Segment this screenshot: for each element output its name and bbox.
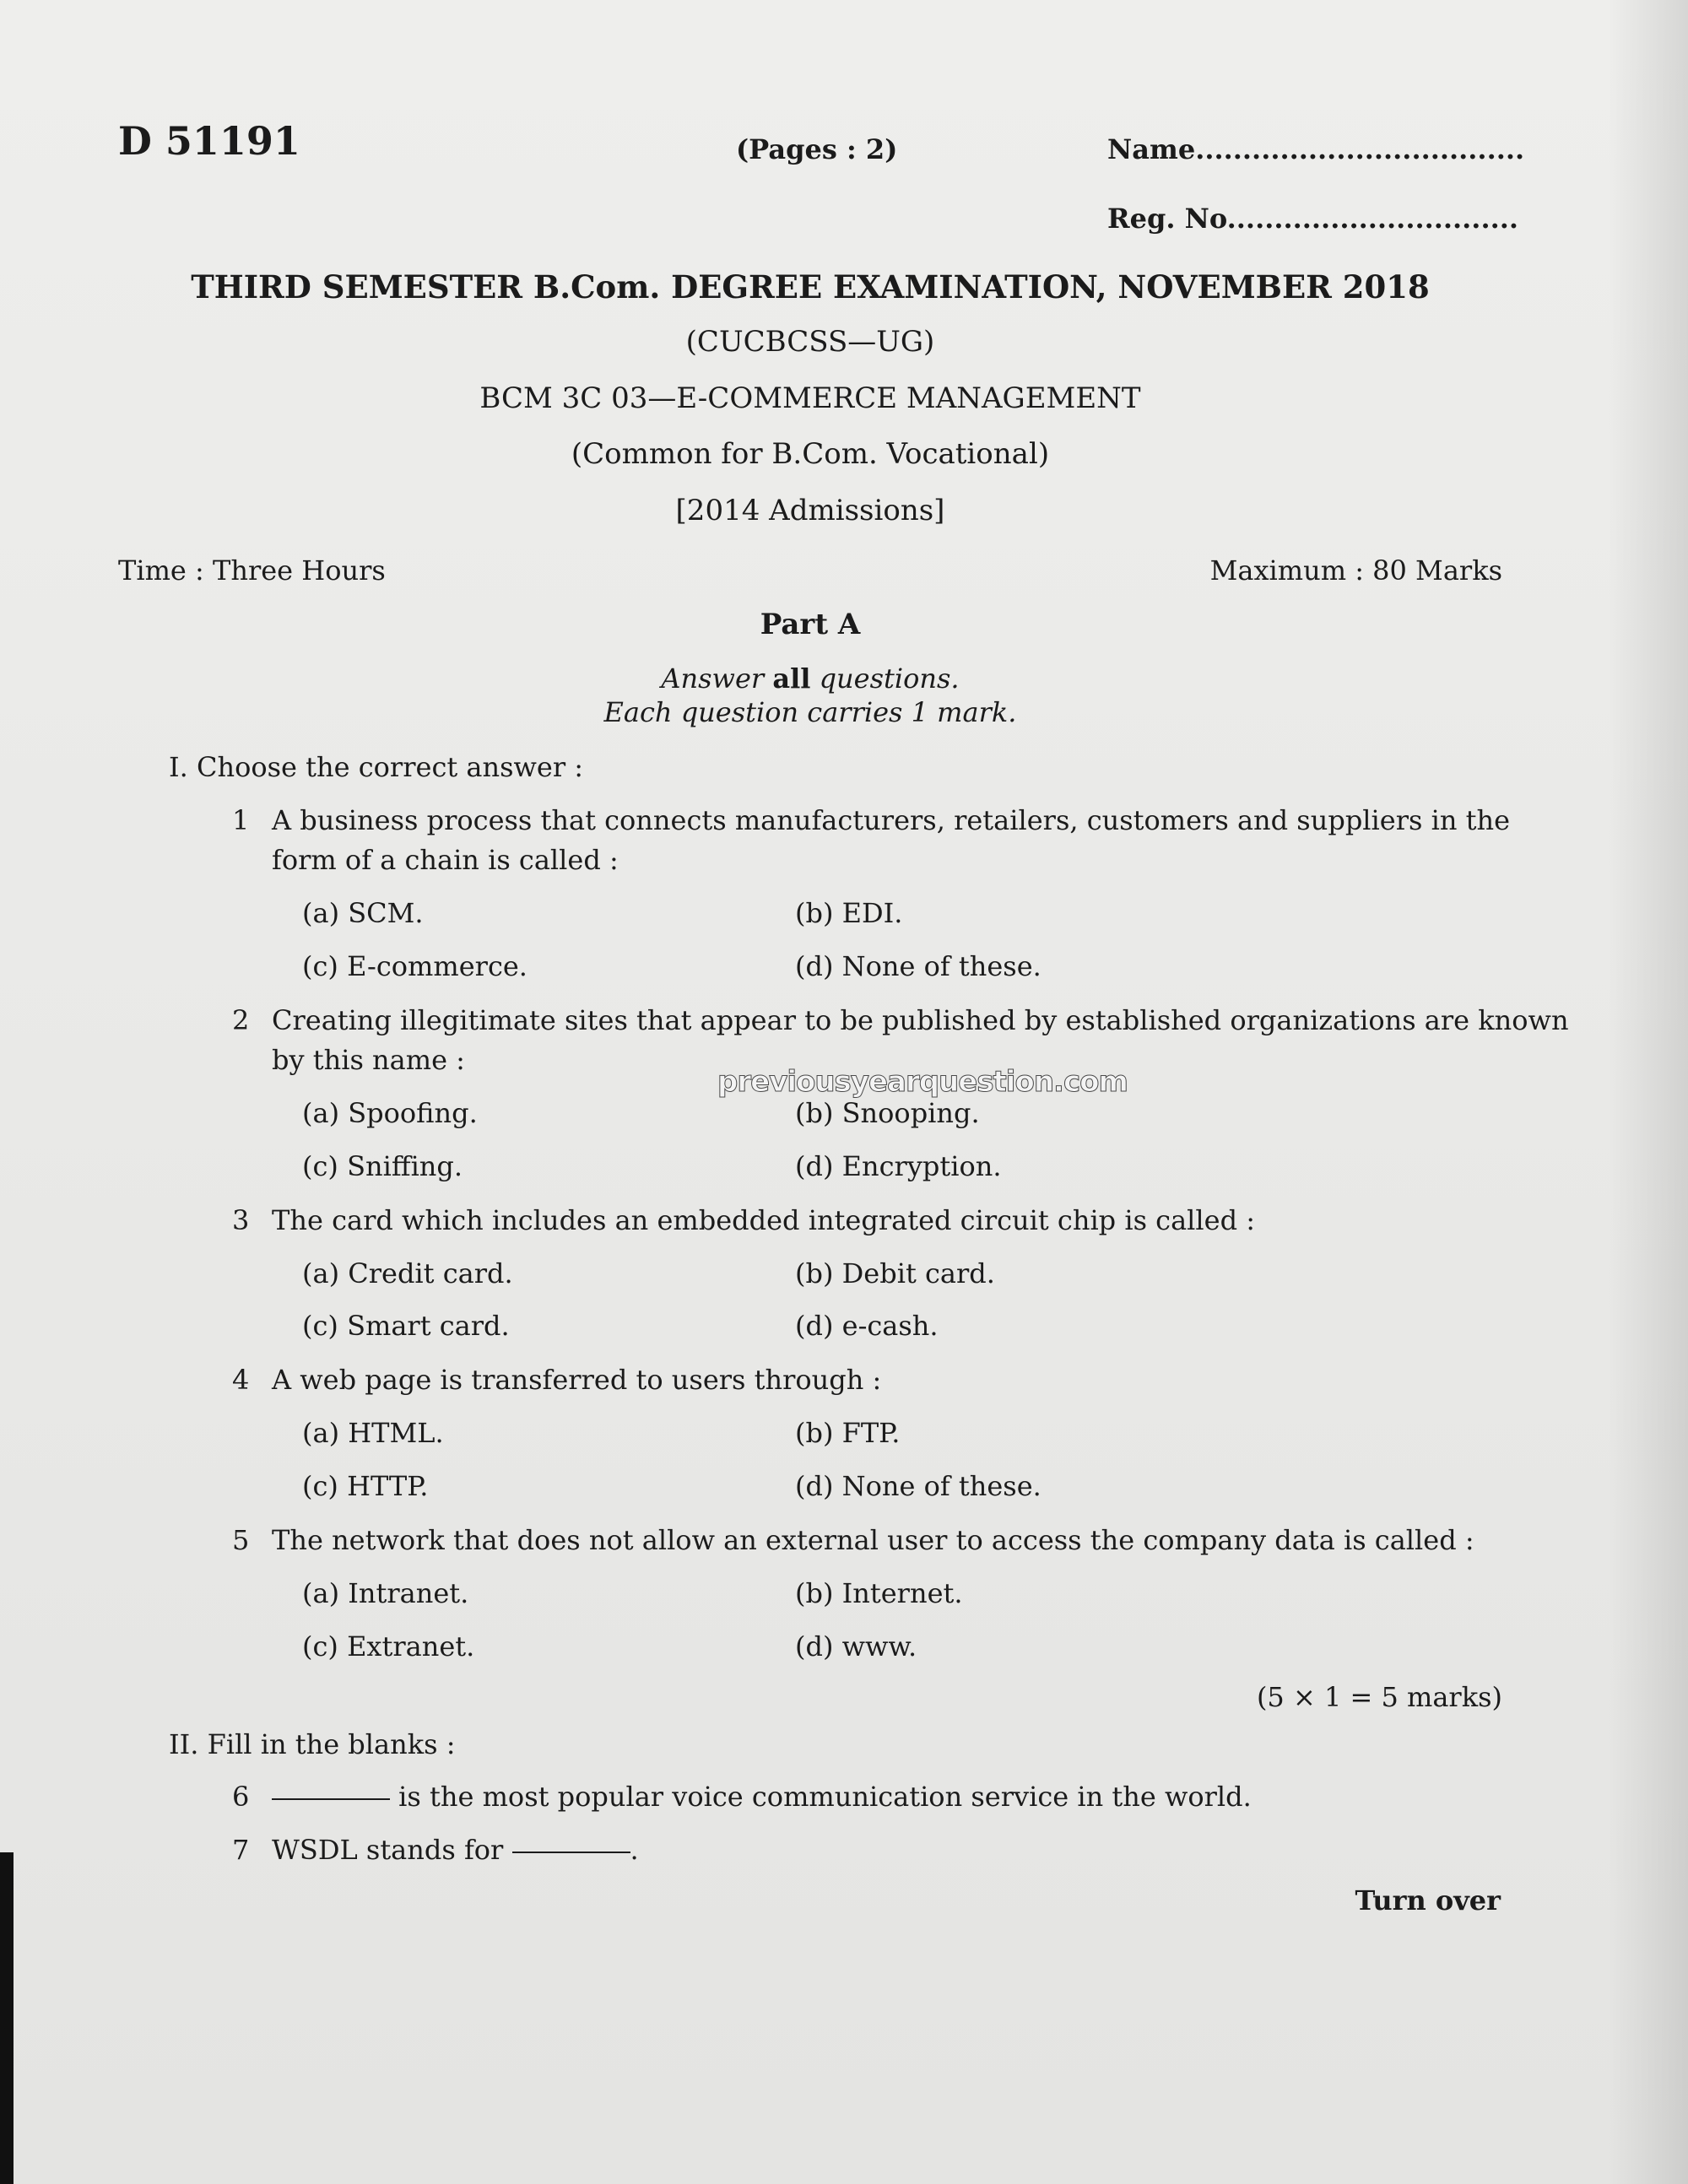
fill-question: WSDL stands for . (272, 1834, 639, 1866)
maximum-marks: Maximum : 80 Marks (1209, 554, 1502, 587)
option-a: (a) Spoofing. (302, 1097, 478, 1129)
question-text: A web page is transferred to users through : (272, 1364, 882, 1396)
option-a: (a) SCM. (302, 897, 424, 929)
option-b: (b) Snooping. (795, 1097, 980, 1129)
question-text: form of a chain is called : (272, 844, 619, 876)
part-heading: Part A (760, 608, 861, 641)
option-c: (c) E-commerce. (302, 950, 528, 982)
admissions-note: [2014 Admissions] (675, 494, 945, 527)
option-c: (c) Sniffing. (302, 1150, 463, 1182)
section-choose-heading: I. Choose the correct answer : (169, 751, 584, 783)
answer-blank (512, 1852, 630, 1853)
page-count: (Pages : 2) (736, 133, 898, 165)
option-b: (b) EDI. (795, 897, 903, 929)
marks-summary: (5 × 1 = 5 marks) (1256, 1681, 1502, 1713)
watermark-logo: previousyearquestion.com (717, 1065, 1128, 1099)
common-note: (Common for B.Com. Vocational) (571, 437, 1050, 471)
scan-edge-bar (0, 1852, 14, 2184)
question-text: The network that does not allow an external user to access the company data is called : (272, 1524, 1474, 1556)
option-d: (d) Encryption. (795, 1150, 1002, 1182)
instruction-answer: Answer all questions. (661, 662, 960, 695)
question-number: 4 (232, 1364, 250, 1396)
fill-question: is the most popular voice communication service in the world. (272, 1781, 1252, 1813)
time-allowed: Time : Three Hours (118, 554, 386, 587)
option-d: (d) None of these. (795, 950, 1041, 982)
option-b: (b) FTP. (795, 1417, 901, 1449)
option-c: (c) Smart card. (302, 1310, 510, 1342)
turn-over-note: Turn over (1355, 1884, 1501, 1916)
option-c: (c) HTTP. (302, 1470, 429, 1502)
exam-scheme: (CUCBCSS—UG) (685, 325, 935, 359)
option-b: (b) Internet. (795, 1577, 963, 1609)
subject-title: BCM 3C 03—E-COMMERCE MANAGEMENT (479, 381, 1141, 415)
question-number: 6 (232, 1781, 250, 1813)
question-text: A business process that connects manufacturers, retailers, customers and suppliers in the (272, 804, 1511, 836)
exam-title: THIRD SEMESTER B.Com. DEGREE EXAMINATION, NOVEMBER 2018 (191, 268, 1430, 305)
question-number: 5 (232, 1524, 250, 1556)
option-c: (c) Extranet. (302, 1630, 475, 1662)
option-d: (d) www. (795, 1630, 917, 1662)
question-number: 3 (232, 1204, 250, 1236)
option-d: (d) None of these. (795, 1470, 1041, 1502)
question-number: 2 (232, 1004, 250, 1036)
question-number: 1 (232, 804, 250, 836)
option-b: (b) Debit card. (795, 1257, 995, 1289)
option-a: (a) Intranet. (302, 1577, 469, 1609)
question-text: by this name : (272, 1044, 465, 1076)
answer-blank (272, 1798, 390, 1800)
option-d: (d) e-cash. (795, 1310, 939, 1342)
reg-no-field: Reg. No............................... (1107, 203, 1518, 235)
question-number: 7 (232, 1834, 250, 1866)
question-text: The card which includes an embedded integrated circuit chip is called : (272, 1204, 1255, 1236)
instruction-marks: Each question carries 1 mark. (603, 696, 1017, 728)
option-a: (a) Credit card. (302, 1257, 513, 1289)
name-field: Name................................... (1107, 133, 1525, 165)
question-text: Creating illegitimate sites that appear to be published by established organizations are known (272, 1004, 1569, 1036)
option-a: (a) HTML. (302, 1417, 444, 1449)
paper-code: D 51191 (118, 118, 300, 164)
section-fill-heading: II. Fill in the blanks : (169, 1728, 456, 1760)
